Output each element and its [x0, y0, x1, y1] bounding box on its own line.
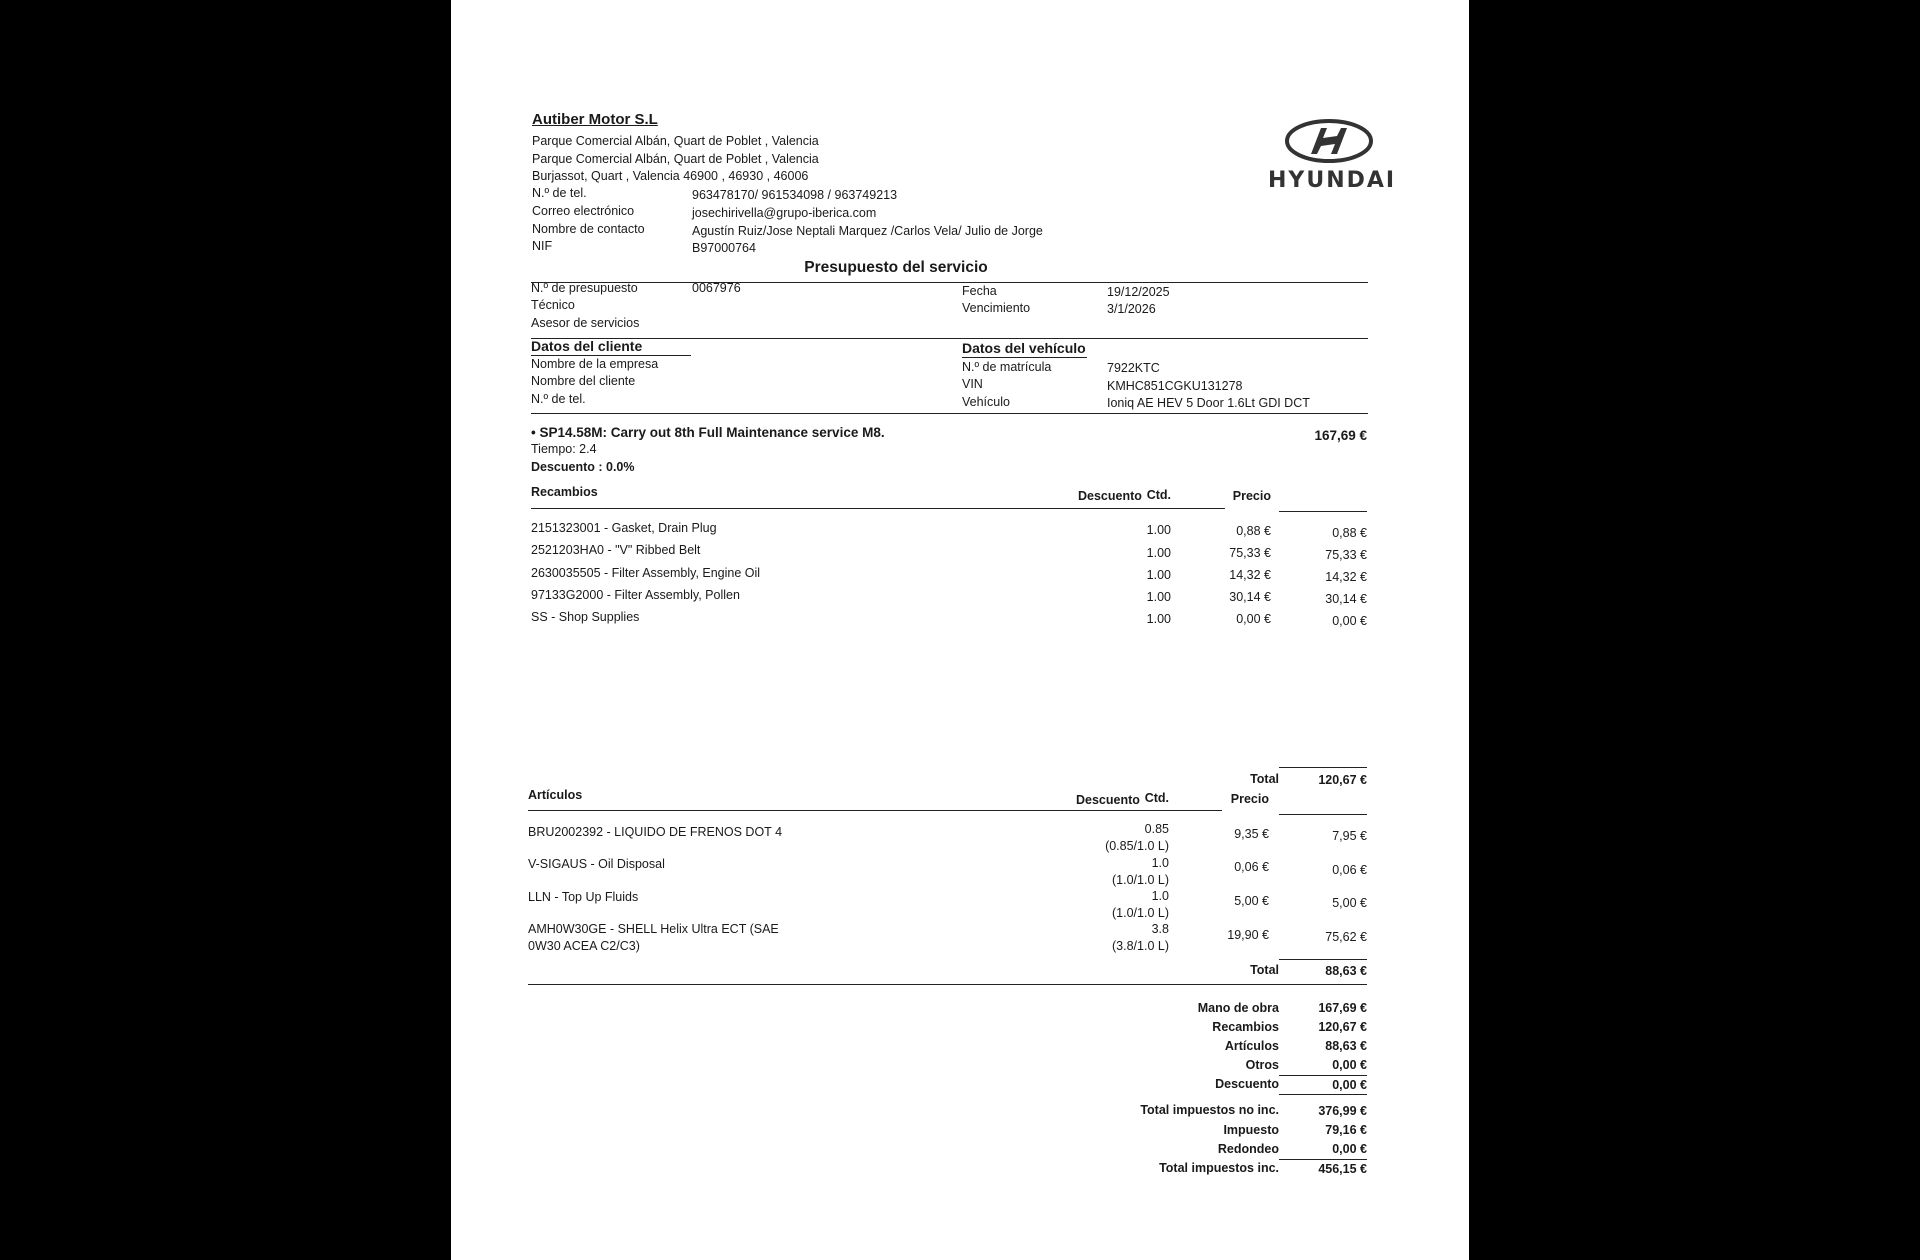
vehicle-heading-underline: [962, 357, 1087, 358]
parts-header-qty: Ctd.: [1146, 488, 1171, 502]
article-name: AMH0W30GE - SHELL Helix Ultra ECT (SAE: [528, 922, 779, 936]
article-total: 5,00 €: [1332, 896, 1367, 910]
article-total: 0,06 €: [1332, 863, 1367, 877]
company-contact-label: Nombre de contacto: [532, 222, 645, 236]
article-price: 0,06 €: [1234, 860, 1269, 874]
service-discount: Descuento : 0.0%: [531, 460, 635, 474]
articles-total-value: 88,63 €: [1325, 964, 1367, 978]
part-name: 97133G2000 - Filter Assembly, Pollen: [531, 588, 740, 602]
part-name: 2151323001 - Gasket, Drain Plug: [531, 521, 717, 535]
parts-header-underline-total: [1279, 511, 1367, 512]
divider: [1279, 1159, 1367, 1160]
plate-value: 7922KTC: [1107, 361, 1160, 375]
company-name: Autiber Motor S.L: [532, 111, 658, 128]
summary-label: Total impuestos inc.: [1159, 1161, 1279, 1175]
summary-value: 88,63 €: [1325, 1039, 1367, 1053]
vehicle-value: Ioniq AE HEV 5 Door 1.6Lt GDI DCT: [1107, 396, 1310, 410]
part-price: 30,14 €: [1229, 590, 1271, 604]
expiry-value: 3/1/2026: [1107, 302, 1156, 316]
summary-value: 456,15 €: [1318, 1162, 1367, 1176]
company-contact-value: Agustín Ruiz/Jose Neptali Marquez /Carlos Vela/ Julio de Jorge: [692, 224, 1043, 238]
part-qty: 1.00: [1146, 546, 1171, 560]
summary-value: 0,00 €: [1332, 1142, 1367, 1156]
vehicle-heading: Datos del vehículo: [962, 340, 1086, 356]
company-address-line: Burjassot, Quart , Valencia 46900 , 46930 , 46006: [532, 169, 809, 183]
article-name: LLN - Top Up Fluids: [528, 890, 639, 904]
parts-total-label: Total: [1250, 772, 1279, 786]
company-address-line: Parque Comercial Albán, Quart de Poblet , Valencia: [532, 152, 819, 166]
vin-value: KMHC851CGKU131278: [1107, 379, 1243, 393]
brand-name: HYUNDAI: [1268, 168, 1397, 193]
part-total: 14,32 €: [1325, 570, 1367, 584]
summary-value: 120,67 €: [1318, 1020, 1367, 1034]
part-price: 75,33 €: [1229, 546, 1271, 560]
service-advisor-label: Asesor de servicios: [531, 316, 640, 330]
part-price: 14,32 €: [1229, 568, 1271, 582]
article-price: 5,00 €: [1234, 894, 1269, 908]
parts-header-discount: Descuento: [1078, 489, 1142, 503]
article-name-line2: 0W30 ACEA C2/C3): [528, 939, 640, 953]
articles-header-name: Artículos: [528, 788, 583, 802]
divider: [1279, 1094, 1367, 1095]
summary-value: 79,16 €: [1325, 1123, 1367, 1137]
technician-label: Técnico: [531, 298, 575, 312]
summary-label: Recambios: [1212, 1020, 1279, 1034]
article-total: 75,62 €: [1325, 930, 1367, 944]
plate-label: N.º de matrícula: [962, 360, 1052, 374]
article-qty: 3.8: [1151, 922, 1169, 936]
date-value: 19/12/2025: [1107, 285, 1170, 299]
company-nif-value: B97000764: [692, 241, 756, 255]
article-qty-detail: (1.0/1.0 L): [1112, 906, 1169, 920]
article-qty: 0.85: [1144, 822, 1169, 836]
summary-label: Descuento: [1215, 1077, 1279, 1091]
article-name: V-SIGAUS - Oil Disposal: [528, 857, 665, 871]
summary-label: Total impuestos no inc.: [1140, 1103, 1279, 1117]
article-qty: 1.0: [1151, 856, 1169, 870]
service-time: Tiempo: 2.4: [531, 442, 597, 456]
summary-label: Impuesto: [1223, 1123, 1279, 1137]
article-qty-detail: (0.85/1.0 L): [1105, 839, 1169, 853]
divider: [531, 282, 1368, 283]
summary-value: 167,69 €: [1318, 1001, 1367, 1015]
articles-total-label: Total: [1250, 963, 1279, 977]
client-company-label: Nombre de la empresa: [531, 357, 659, 371]
part-total: 75,33 €: [1325, 548, 1367, 562]
part-price: 0,00 €: [1236, 612, 1271, 626]
part-total: 0,88 €: [1332, 526, 1367, 540]
part-total: 30,14 €: [1325, 592, 1367, 606]
vehicle-label: Vehículo: [962, 395, 1010, 409]
article-price: 19,90 €: [1227, 928, 1269, 942]
divider: [531, 413, 1368, 414]
article-qty: 1.0: [1151, 889, 1169, 903]
hyundai-logo-icon: [1281, 118, 1377, 164]
parts-total-value: 120,67 €: [1318, 773, 1367, 787]
summary-value: 0,00 €: [1332, 1078, 1367, 1092]
client-heading-underline: [531, 355, 691, 356]
summary-label: Otros: [1245, 1058, 1279, 1072]
divider: [1279, 1075, 1367, 1076]
article-qty-detail: (3.8/1.0 L): [1112, 939, 1169, 953]
part-qty: 1.00: [1146, 612, 1171, 626]
parts-total-overline: [1279, 767, 1367, 768]
article-name: BRU2002392 - LIQUIDO DE FRENOS DOT 4: [528, 825, 783, 839]
part-name: 2521203HA0 - "V" Ribbed Belt: [531, 543, 701, 557]
article-price: 9,35 €: [1234, 827, 1269, 841]
client-phone-label: N.º de tel.: [531, 392, 586, 406]
part-qty: 1.00: [1146, 523, 1171, 537]
articles-header-price: Precio: [1230, 792, 1269, 806]
service-title: • SP14.58M: Carry out 8th Full Maintenance service M8.: [531, 425, 885, 440]
quote-number-value: 0067976: [692, 281, 741, 295]
company-phone-label: N.º de tel.: [532, 186, 587, 200]
summary-value: 0,00 €: [1332, 1058, 1367, 1072]
articles-header-discount: Descuento: [1076, 793, 1140, 807]
client-heading: Datos del cliente: [531, 338, 643, 354]
divider: [531, 338, 1368, 339]
date-label: Fecha: [962, 284, 997, 298]
part-price: 0,88 €: [1236, 524, 1271, 538]
article-qty-detail: (1.0/1.0 L): [1112, 873, 1169, 887]
parts-header-price: Precio: [1232, 489, 1271, 503]
vin-label: VIN: [962, 377, 983, 391]
articles-total-overline: [1279, 959, 1367, 960]
quote-document-page: [451, 0, 1469, 1260]
company-address-line: Parque Comercial Albán, Quart de Poblet , Valencia: [532, 134, 819, 148]
summary-value: 376,99 €: [1318, 1104, 1367, 1118]
parts-header-name: Recambios: [531, 485, 598, 499]
client-name-label: Nombre del cliente: [531, 374, 636, 388]
parts-total-underline: [1279, 814, 1367, 815]
article-total: 7,95 €: [1332, 829, 1367, 843]
part-total: 0,00 €: [1332, 614, 1367, 628]
part-name: 2630035505 - Filter Assembly, Engine Oil: [531, 566, 761, 580]
parts-header-underline: [531, 508, 1225, 509]
part-name: SS - Shop Supplies: [531, 610, 640, 624]
company-phone-value: 963478170/ 961534098 / 963749213: [692, 188, 898, 202]
articles-header-qty: Ctd.: [1144, 791, 1169, 805]
summary-label: Mano de obra: [1197, 1001, 1279, 1015]
part-qty: 1.00: [1146, 568, 1171, 582]
company-email-label: Correo electrónico: [532, 204, 635, 218]
company-nif-label: NIF: [532, 239, 553, 253]
articles-header-underline: [528, 810, 1222, 811]
service-price: 167,69 €: [1314, 428, 1367, 443]
expiry-label: Vencimiento: [962, 301, 1031, 315]
summary-label: Artículos: [1224, 1039, 1279, 1053]
part-qty: 1.00: [1146, 590, 1171, 604]
company-email-value: josechirivella@grupo-iberica.com: [692, 206, 877, 220]
quote-number-label: N.º de presupuesto: [531, 281, 638, 295]
articles-total-underline: [528, 984, 1367, 985]
document-title: Presupuesto del servicio: [804, 259, 988, 276]
summary-label: Redondeo: [1217, 1142, 1279, 1156]
